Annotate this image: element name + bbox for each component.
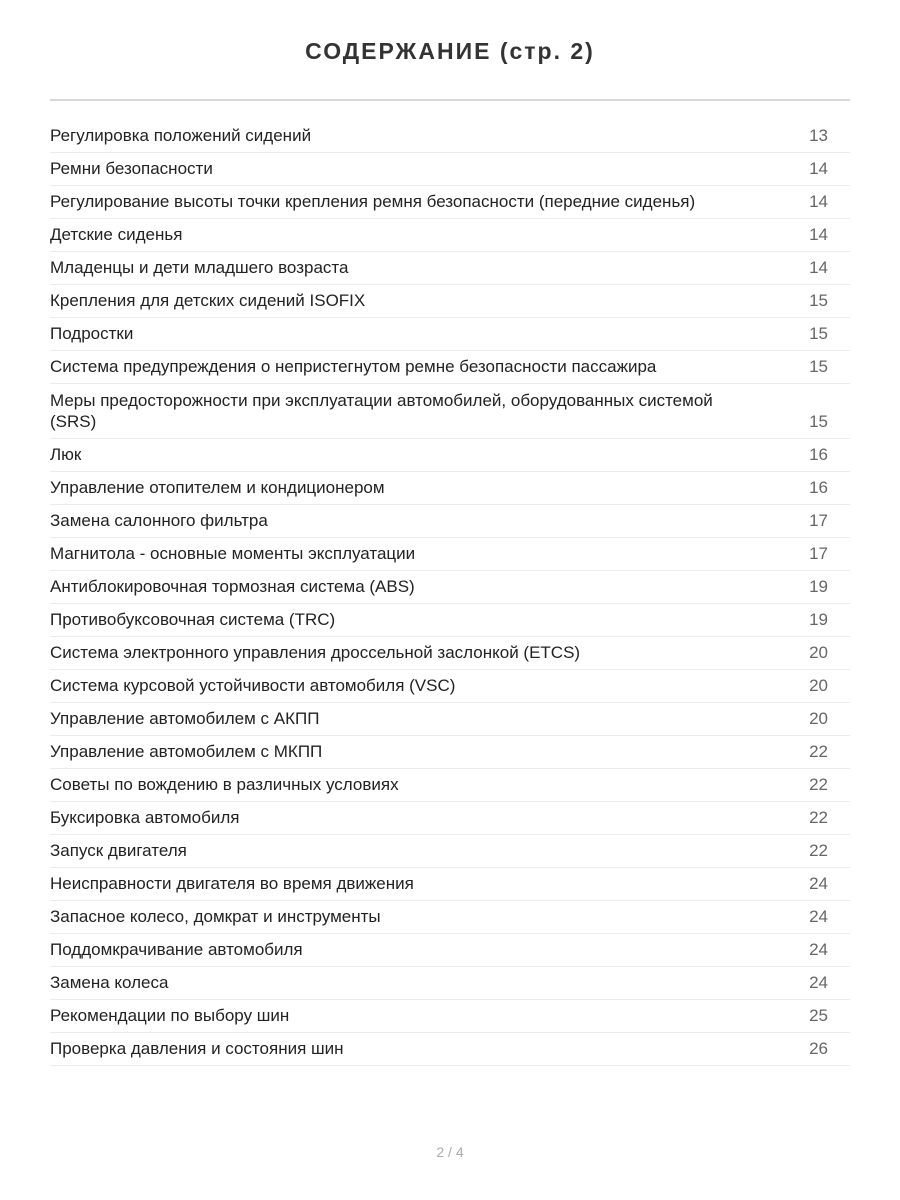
toc-entry-page: 14 (809, 258, 828, 277)
toc-entry-title: Управление автомобилем с АКПП (50, 709, 320, 728)
toc-entry[interactable] (50, 186, 850, 219)
toc-entry-title: Младенцы и дети младшего возраста (50, 258, 349, 277)
toc-entry-page: 19 (809, 610, 828, 629)
toc-entry[interactable] (50, 538, 850, 571)
toc-entry-page: 22 (809, 808, 828, 827)
toc-entry-title: Управление автомобилем с МКПП (50, 742, 323, 761)
toc-entry[interactable] (50, 637, 850, 670)
toc-entry[interactable] (50, 868, 850, 901)
toc-entry[interactable] (50, 670, 850, 703)
toc-entry[interactable] (50, 934, 850, 967)
toc-entry-title: Система электронного управления дроссельной заслонкой (ETCS) (50, 643, 581, 662)
toc-entry-page: 22 (809, 841, 828, 860)
toc-entry-title: Рекомендации по выбору шин (50, 1006, 290, 1025)
toc-entry-title: Ремни безопасности (50, 159, 213, 178)
toc-entry-page: 22 (809, 742, 828, 761)
toc-entry[interactable] (50, 571, 850, 604)
toc-entry[interactable] (50, 472, 850, 505)
page-indicator: 2 / 4 (436, 1144, 464, 1160)
toc-entry[interactable] (50, 384, 850, 439)
toc-entry[interactable] (50, 769, 850, 802)
toc-entry-title: Запуск двигателя (50, 841, 187, 860)
toc-entry-title: Меры предосторожности при эксплуатации автомобилей, оборудованных системой (SRS) (50, 391, 713, 431)
toc-entry-title: Проверка давления и состояния шин (50, 1039, 344, 1058)
toc-entry-page: 24 (809, 973, 828, 992)
toc-entry-page: 13 (809, 126, 828, 145)
toc-entry[interactable] (50, 219, 850, 252)
toc-entry-title: Антиблокировочная тормозная система (ABS) (50, 577, 415, 596)
toc-entry-title: Люк (50, 445, 82, 464)
toc-entry-title: Подростки (50, 324, 134, 343)
toc-entry-title: Магнитола - основные моменты эксплуатации (50, 544, 416, 563)
toc-entry-title: Детские сиденья (50, 225, 183, 244)
toc-entry[interactable] (50, 736, 850, 769)
toc-entry[interactable] (50, 901, 850, 934)
toc-entry-page: 15 (809, 412, 828, 431)
toc-entry-page: 17 (809, 511, 828, 530)
toc-entry-page: 14 (809, 225, 828, 244)
toc-entry-page: 16 (809, 478, 828, 497)
toc-entry-page: 19 (809, 577, 828, 596)
toc-entry-page: 15 (809, 357, 828, 376)
toc-entry-page: 24 (809, 874, 828, 893)
toc-entry[interactable] (50, 835, 850, 868)
title-divider (50, 99, 850, 101)
toc-entry-page: 25 (809, 1006, 828, 1025)
toc-entry[interactable] (50, 318, 850, 351)
toc-entry-title: Регулировка положений сидений (50, 126, 312, 145)
toc-entry-title: Система предупреждения о непристегнутом ремне безопасности пассажира (50, 357, 657, 376)
table-of-contents (50, 120, 850, 1066)
page-title: СОДЕРЖАНИЕ (стр. 2) (305, 38, 595, 64)
toc-entry[interactable] (50, 285, 850, 318)
toc-entry-page: 20 (809, 643, 828, 662)
toc-entry-page: 15 (809, 291, 828, 310)
toc-entry-title: Замена салонного фильтра (50, 511, 268, 530)
toc-entry[interactable] (50, 802, 850, 835)
toc-entry-title: Буксировка автомобиля (50, 808, 240, 827)
toc-entry-title: Поддомкрачивание автомобиля (50, 940, 303, 959)
toc-entry-page: 14 (809, 159, 828, 178)
toc-entry[interactable] (50, 120, 850, 153)
toc-entry-page: 16 (809, 445, 828, 464)
toc-entry[interactable] (50, 1000, 850, 1033)
toc-entry[interactable] (50, 351, 850, 384)
toc-entry-page: 26 (809, 1039, 828, 1058)
toc-entry-title: Запасное колесо, домкрат и инструменты (50, 907, 381, 926)
toc-entry-title: Замена колеса (50, 973, 169, 992)
toc-entry-title: Противобуксовочная система (TRC) (50, 610, 336, 629)
toc-entry-title: Управление отопителем и кондиционером (50, 478, 385, 497)
toc-entry[interactable] (50, 967, 850, 1000)
toc-entry-page: 15 (809, 324, 828, 343)
toc-entry-title: Регулирование высоты точки крепления ремня безопасности (передние сиденья) (50, 192, 696, 211)
toc-entry-page: 22 (809, 775, 828, 794)
toc-entry-page: 14 (809, 192, 828, 211)
toc-entry-page: 20 (809, 709, 828, 728)
toc-entry[interactable] (50, 604, 850, 637)
toc-entry[interactable] (50, 703, 850, 736)
toc-entry[interactable] (50, 1033, 850, 1066)
toc-entry-title: Крепления для детских сидений ISOFIX (50, 291, 366, 310)
toc-entry[interactable] (50, 252, 850, 285)
toc-entry-title: Система курсовой устойчивости автомобиля (VSC) (50, 676, 456, 695)
toc-entry-page: 24 (809, 907, 828, 926)
toc-entry[interactable] (50, 505, 850, 538)
toc-entry[interactable] (50, 153, 850, 186)
toc-entry-page: 24 (809, 940, 828, 959)
toc-entry-title: Советы по вождению в различных условиях (50, 775, 399, 794)
toc-entry-page: 20 (809, 676, 828, 695)
toc-entry-title: Неисправности двигателя во время движения (50, 874, 414, 893)
toc-entry[interactable] (50, 439, 850, 472)
toc-entry-page: 17 (809, 544, 828, 563)
